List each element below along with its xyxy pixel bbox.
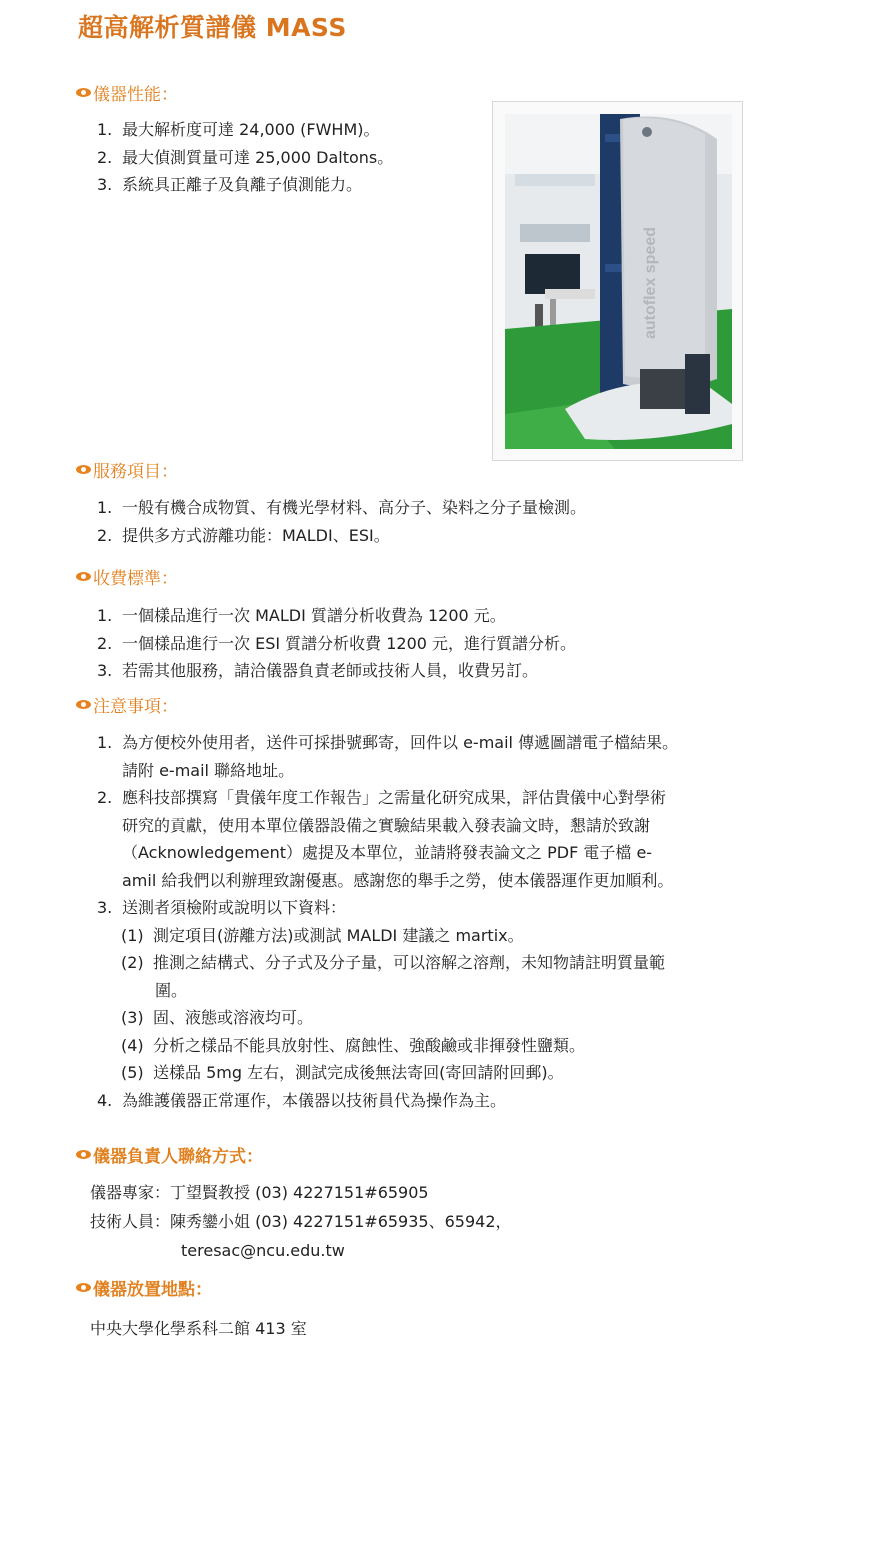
item-text: 研究的貢獻，使用本單位儀器設備之實驗結果載入發表論文時，懇請於致謝: [122, 815, 651, 835]
list-item: [97, 116, 393, 144]
contact-email-row: [90, 1236, 512, 1265]
list-item-continuation: [97, 867, 678, 895]
instrument-photo-frame: [492, 101, 743, 461]
item-number: 1.: [97, 733, 113, 752]
section-heading-location: [76, 1275, 212, 1300]
eye-bullet-icon: [76, 1283, 91, 1292]
eye-bullet-icon: [76, 88, 91, 97]
item-text: 最大偵測質量可達 25,000 Daltons。: [122, 147, 394, 167]
list-item-continuation: [97, 839, 678, 867]
eye-bullet-icon: [76, 465, 91, 474]
list-item: [97, 894, 678, 922]
list-item: [97, 602, 576, 630]
instrument-photo-illustration: [505, 114, 732, 449]
list-item: [97, 522, 586, 550]
contact-value: 陳秀鑾小姐 (03) 4227151#65935、65942，: [170, 1212, 512, 1231]
location-text: 中央大學化學系科二館 413 室: [90, 1319, 307, 1338]
sub-item-number: (1): [121, 925, 144, 945]
item-number: 3.: [97, 898, 113, 917]
notes-list: [97, 729, 678, 1114]
item-number: 1.: [97, 606, 113, 625]
item-number: 1.: [97, 498, 113, 517]
item-number: 3.: [97, 175, 113, 194]
performance-list: [97, 116, 393, 199]
sub-list-item: [97, 1059, 678, 1087]
sub-item-text: 固、液態或溶液均可。: [153, 1008, 314, 1027]
eye-bullet-icon: [76, 572, 91, 581]
contact-label: 技術人員：: [90, 1212, 171, 1231]
section-heading-label: 儀器性能：: [93, 85, 178, 105]
contact-value: 丁望賢教授 (03) 4227151#65905: [170, 1183, 429, 1202]
item-number: 1.: [97, 120, 113, 139]
contact-email: teresac@ncu.edu.tw: [181, 1241, 345, 1260]
item-text: 為方便校外使用者，送件可採掛號郵寄，回件以 e-mail 傳遞圖譜電子檔結果。: [122, 733, 679, 752]
sub-item-text: 測定項目(游離方法)或測試 MALDI 建議之 martix。: [153, 925, 524, 945]
sub-list-item: [97, 1032, 678, 1060]
item-text: （Acknowledgement）處提及本單位，並請將發表論文之 PDF 電子檔 e-: [122, 843, 653, 862]
item-text: 若需其他服務，請洽儀器負責老師或技術人員，收費另訂。: [122, 661, 539, 680]
page-title: 超高解析質譜儀 MASS: [78, 13, 347, 42]
list-item: [97, 171, 393, 199]
list-item: [97, 657, 576, 685]
item-text: 送測者須檢附或說明以下資料：: [122, 898, 347, 917]
sub-item-number: (4): [121, 1035, 144, 1055]
list-item: [97, 630, 576, 658]
eye-bullet-icon: [76, 1150, 91, 1159]
list-item-continuation: [97, 812, 678, 840]
eye-bullet-icon: [76, 700, 91, 709]
section-heading-performance: [76, 80, 178, 105]
item-text: amil 給我們以利辦理致謝優惠。感謝您的舉手之勞，使本儀器運作更加順利。: [122, 870, 674, 890]
sub-list-item-continuation: [97, 977, 678, 1005]
sub-item-text: 分析之樣品不能具放射性、腐蝕性、強酸鹼或非揮發性鹽類。: [153, 1035, 586, 1055]
section-heading-fees: [76, 564, 178, 589]
services-list: [97, 494, 586, 549]
item-text: 請附 e-mail 聯絡地址。: [122, 760, 295, 780]
item-text: 為維護儀器正常運作，本儀器以技術員代為操作為主。: [122, 1090, 507, 1110]
item-number: 2.: [97, 147, 113, 167]
sub-item-number: (2): [121, 953, 144, 972]
item-number: 2.: [97, 633, 113, 653]
sub-list-item: [97, 949, 678, 977]
instrument-photo: [505, 114, 732, 449]
sub-item-text: 送樣品 5mg 左右，測試完成後無法寄回(寄回請附回郵)。: [153, 1063, 564, 1082]
contact-label: 儀器專家：: [90, 1183, 171, 1202]
list-item-continuation: [97, 757, 678, 785]
contact-block: [90, 1178, 512, 1265]
item-text: 最大解析度可達 24,000 (FWHM)。: [122, 120, 380, 139]
list-item: [97, 494, 586, 522]
section-heading-services: [76, 457, 178, 482]
list-item: [97, 729, 678, 757]
section-heading-label: 收費標準：: [93, 569, 178, 589]
sub-item-text: 推測之結構式、分子式及分子量，可以溶解之溶劑，未知物請註明質量範: [153, 953, 666, 972]
item-text: 一般有機合成物質、有機光學材料、高分子、染料之分子量檢測。: [122, 498, 587, 517]
item-text: 提供多方式游離功能：MALDI、ESI。: [122, 525, 390, 545]
section-heading-label: 儀器放置地點：: [93, 1280, 212, 1300]
sub-item-number: (3): [121, 1008, 144, 1027]
sub-item-text: 圍。: [155, 980, 188, 1000]
sub-list-item: [97, 1004, 678, 1032]
item-number: 2.: [97, 788, 113, 807]
item-text: 應科技部撰寫「貴儀年度工作報告」之需量化研究成果，評估貴儀中心對學術: [122, 788, 667, 807]
list-item: [97, 1087, 678, 1115]
fees-list: [97, 602, 576, 685]
item-number: 3.: [97, 661, 113, 680]
contact-expert-row: [90, 1178, 512, 1207]
sub-item-number: (5): [121, 1063, 144, 1082]
list-item: [97, 784, 678, 812]
contact-tech-row: [90, 1207, 512, 1236]
item-number: 4.: [97, 1090, 113, 1110]
instrument-brand-text: autoflex speed: [642, 226, 659, 339]
sub-list-item: [97, 922, 678, 950]
item-text: 一個樣品進行一次 ESI 質譜分析收費 1200 元，進行質譜分析。: [122, 633, 577, 653]
section-heading-contact: [76, 1142, 263, 1167]
section-heading-label: 注意事項：: [93, 697, 178, 717]
item-number: 2.: [97, 525, 113, 545]
item-text: 系統具正離子及負離子偵測能力。: [122, 175, 363, 194]
section-heading-label: 服務項目：: [93, 462, 178, 482]
section-heading-label: 儀器負責人聯絡方式：: [93, 1147, 263, 1167]
section-heading-notes: [76, 692, 178, 717]
list-item: [97, 144, 393, 172]
item-text: 一個樣品進行一次 MALDI 質譜分析收費為 1200 元。: [122, 606, 506, 625]
